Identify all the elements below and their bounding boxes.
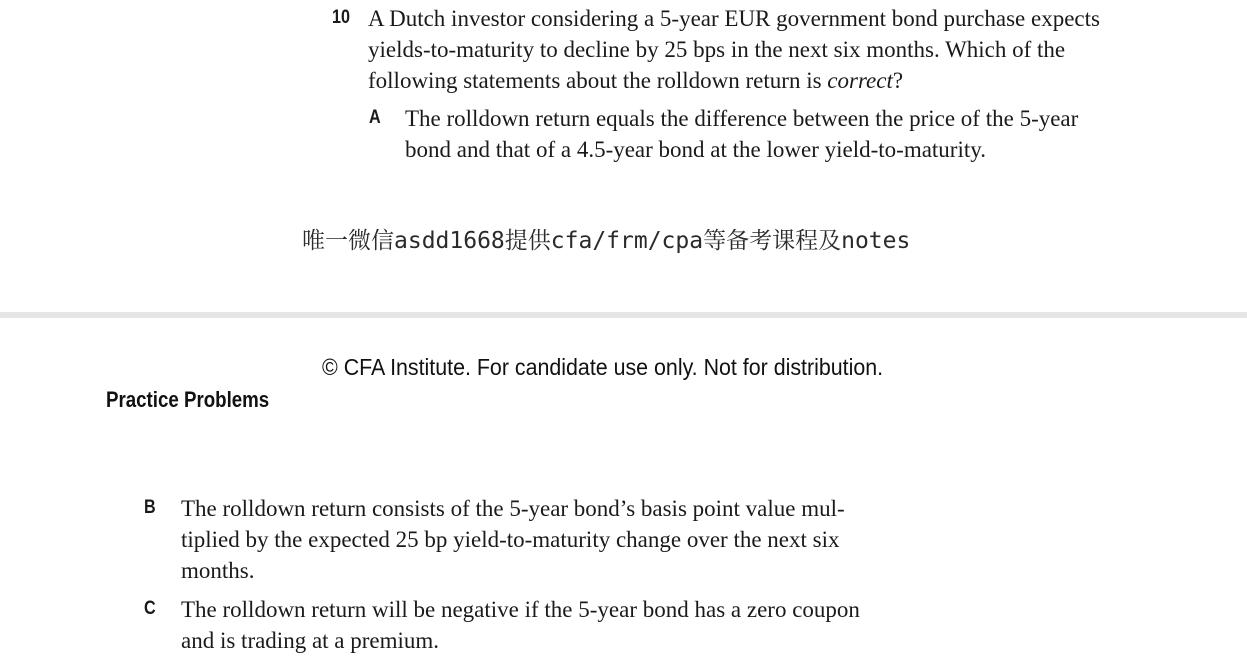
question-stem (368, 3, 1238, 96)
option-c-text (181, 594, 1001, 656)
option-c-letter: C (144, 598, 156, 619)
option-a-line: The rolldown return equals the difference between the price of the 5-year (405, 106, 1079, 131)
question-stem-line: yields-to-maturity to decline by 25 bps in the next six months. Which of the (368, 37, 1066, 62)
section-heading: Practice Problems (106, 387, 270, 412)
copyright-notice: © CFA Institute. For candidate use only. Not for distribution. (322, 354, 884, 380)
option-c-line: and is trading at a premium. (181, 628, 440, 653)
option-b-line: months. (181, 558, 255, 583)
question-stem-emphasis: correct (827, 68, 893, 93)
option-b-letter: B (144, 497, 156, 518)
option-b-line: The rolldown return consists of the 5-year bond’s basis point value mul- (181, 496, 845, 521)
option-c-line: The rolldown return will be negative if the 5-year bond has a zero coupon (181, 597, 860, 622)
question-stem-line: A Dutch investor considering a 5-year EUR government bond purchase expects (368, 6, 1100, 31)
watermark-text: 唯一微信asdd1668提供cfa/frm/cpa等备考课程及notes (302, 228, 911, 254)
option-b-text (181, 493, 981, 586)
question-number: 10 (332, 7, 350, 28)
question-stem-text: following statements about the rolldown return is (368, 68, 828, 93)
option-a-text (405, 103, 1235, 165)
option-a-letter: A (369, 107, 381, 128)
option-a-line: bond and that of a 4.5-year bond at the lower yield-to-maturity. (405, 137, 986, 162)
question-stem-end: ? (892, 68, 904, 93)
option-b-line: tiplied by the expected 25 bp yield-to-maturity change over the next six (181, 527, 840, 552)
question-stem-line (368, 65, 1238, 96)
